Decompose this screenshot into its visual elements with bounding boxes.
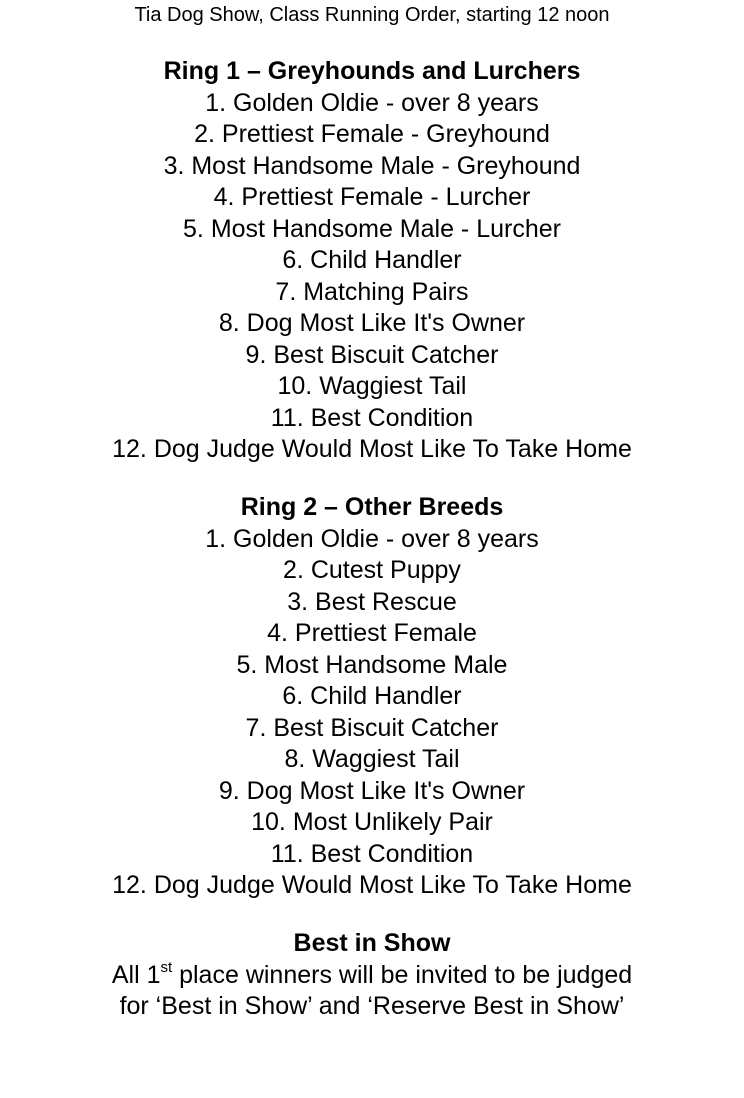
best-in-show-line-1: [0, 960, 744, 992]
best-in-show-line-1-end: place winners will be invited to be judged: [172, 960, 633, 989]
ring-1-class-item: 4. Prettiest Female - Lurcher: [213, 183, 531, 211]
ring-2-class-item: 3. Best Rescue: [287, 587, 457, 616]
ring-1-class-item: 2. Prettiest Female - Greyhound: [194, 120, 550, 148]
ring-1-class-item: 3. Most Handsome Male - Greyhound: [163, 151, 581, 180]
ring-1-section: [0, 56, 744, 466]
ring-1-class-list: [0, 88, 744, 466]
ring-2-class-item: 2. Cutest Puppy: [283, 556, 461, 584]
ring-1-class-item: 5. Most Handsome Male - Lurcher: [183, 214, 561, 243]
best-in-show-title: Best in Show: [293, 929, 451, 957]
best-in-show-line-2: for ‘Best in Show’ and ‘Reserve Best in Show’: [119, 992, 625, 1020]
ring-1-class-item: 1. Golden Oldie - over 8 years: [205, 88, 539, 117]
best-in-show-line-1-start: All 1: [111, 960, 161, 989]
ring-2-class-item: 7. Best Biscuit Catcher: [245, 713, 499, 742]
ring-1-class-item: 8. Dog Most Like It's Owner: [218, 309, 526, 337]
ring-1-class-item: 11. Best Condition: [270, 403, 474, 432]
ring-2-class-item: 9. Dog Most Like It's Owner: [218, 776, 526, 805]
ring-1-class-item: 9. Best Biscuit Catcher: [245, 340, 499, 369]
ring-2-class-item: 1. Golden Oldie - over 8 years: [205, 524, 539, 553]
ring-2-class-item: 5. Most Handsome Male: [236, 650, 508, 679]
ring-2-class-item: 8. Waggiest Tail: [284, 745, 460, 773]
ring-1-title: Ring 1 – Greyhounds and Lurchers: [163, 57, 581, 85]
ring-2-class-item: 11. Best Condition: [270, 839, 474, 868]
ring-2-class-item: 10. Most Unlikely Pair: [251, 808, 493, 836]
document-header: Tia Dog Show, Class Running Order, starting 12 noon: [134, 4, 610, 26]
best-in-show-section: [0, 928, 744, 1023]
ring-2-class-item: 6. Child Handler: [282, 682, 462, 710]
ordinal-suffix: st: [160, 959, 173, 977]
ring-1-class-item: 6. Child Handler: [282, 246, 462, 274]
ring-2-class-item: 4. Prettiest Female: [267, 619, 477, 647]
ring-1-class-item: 10. Waggiest Tail: [277, 372, 467, 400]
ring-1-class-item: 12. Dog Judge Would Most Like To Take Home: [112, 435, 632, 463]
ring-2-class-list: [0, 524, 744, 902]
ring-2-title: Ring 2 – Other Breeds: [240, 493, 504, 521]
ring-1-class-item: 7. Matching Pairs: [275, 277, 469, 306]
ring-2-section: [0, 492, 744, 902]
ring-2-class-item: 12. Dog Judge Would Most Like To Take Home: [112, 871, 632, 899]
